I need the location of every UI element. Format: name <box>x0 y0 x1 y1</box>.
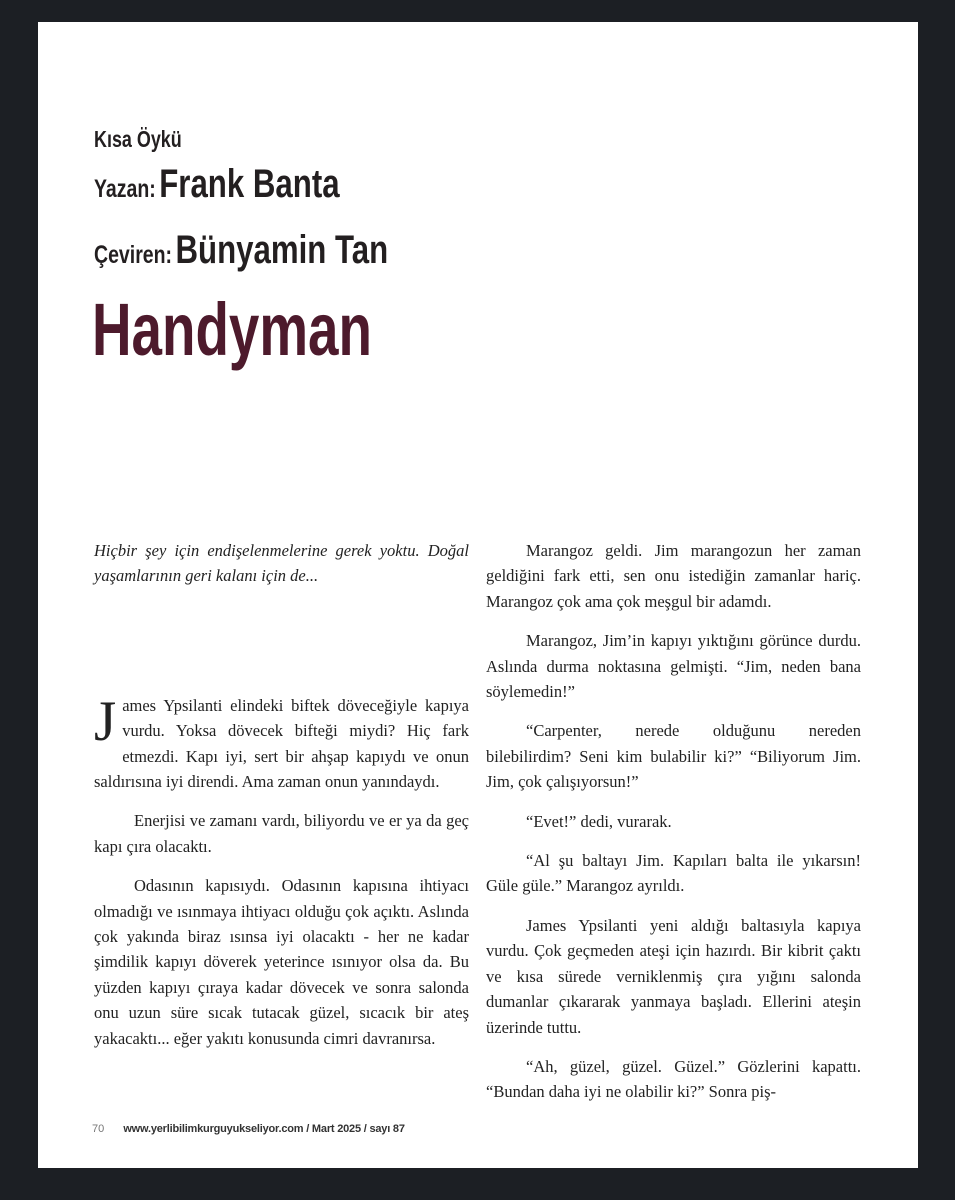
paragraph: Marangoz geldi. Jim marangozun her zaman geldiğini fark etti, sen onu istediğin zamanlar hariç. Marangoz çok ama çok meşgul bir adamdı. <box>486 541 861 611</box>
first-paragraph-text: ames Ypsilanti elindeki biftek döveceğiyle kapıya vurdu. Yoksa dövecek bifteği miydi? Hiç fark etmezdi. Kapı iyi, sert bir ahşap kapıydı ve onun saldırısına iyi direndi. Ama zaman onun yanındaydı. <box>94 695 469 792</box>
paragraph: “Evet!” dedi, vurarak. <box>526 811 672 831</box>
right-column <box>486 538 861 1119</box>
page-number: 70 <box>92 1123 105 1135</box>
translator-name: Bünyamin Tan <box>175 228 389 272</box>
intro-text: Hiçbir şey için endişelenmelerine gerek yoktu. Doğal yaşamlarının geri kalanı için de... <box>94 541 469 586</box>
paragraph: Enerjisi ve zamanı vardı, biliyordu ve er ya da geç kapı çıra olacaktı. <box>94 811 469 856</box>
paragraph: Marangoz, Jim’in kapıyı yıktığını görünce durdu. Aslında durma noktasına gelmişti. “Jim, neden bana söylemedin!” <box>486 631 861 702</box>
magazine-page <box>38 22 918 1168</box>
author-label: Yazan: <box>94 175 156 203</box>
paragraph: “Carpenter, nerede olduğunu nereden bilebilirdim? Seni kim bulabilir ki?” “Biliyorum Jim. Jim, çok çalışıyorsun!” <box>486 721 861 792</box>
paragraph: “Al şu baltayı Jim. Kapıları balta ile yıkarsın! Güle güle.” Marangoz ayrıldı. <box>486 851 861 896</box>
paragraph: “Ah, güzel, güzel. Güzel.” Gözlerini kapattı. “Bundan daha iyi ne olabilir ki?” Sonra piş- <box>486 1056 861 1102</box>
translator-line <box>94 228 388 273</box>
footer-url[interactable]: www.yerlibilimkurguyukseliyor.com / Mart 2025 / sayı 87 <box>123 1123 405 1135</box>
story-title: Handyman <box>92 288 372 371</box>
page-footer <box>92 1123 405 1135</box>
translator-label: Çeviren: <box>94 241 173 269</box>
section-kind: Kısa Öykü <box>94 126 182 152</box>
left-column <box>94 538 469 1065</box>
first-paragraph <box>94 689 469 795</box>
author-name: Frank Banta <box>159 162 340 206</box>
paragraph: James Ypsilanti yeni aldığı baltasıyla kapıya vurdu. Çok geçmeden ateşi için hazırdı. Bir kibrit çaktı ve kısa sürede verniklenmiş çıra yığını salonda dumanlar çıkararak yanmaya başladı. Ellerini ateşin üzerinde tuttu. <box>486 915 861 1037</box>
drop-cap: J <box>94 689 117 753</box>
author-line <box>94 162 340 207</box>
paragraph: Odasının kapısıydı. Odasının kapısına ihtiyacı olmadığı ve ısınmaya ihtiyacı olduğu çok açıktı. Aslında çok yakında biraz ısınsa iyi olacaktı - her ne kadar şimdilik kapıyı döverek yeterince ısınıyor olsa da. Bu yüzden kapıyı çıraya kadar dövecek ve sonra salonda onu uzun süre sıcak tutacak güzel, sıcacık bir ateş yakacaktı... eğer yakıtı konusunda cimri davranırsa. <box>94 876 469 1048</box>
